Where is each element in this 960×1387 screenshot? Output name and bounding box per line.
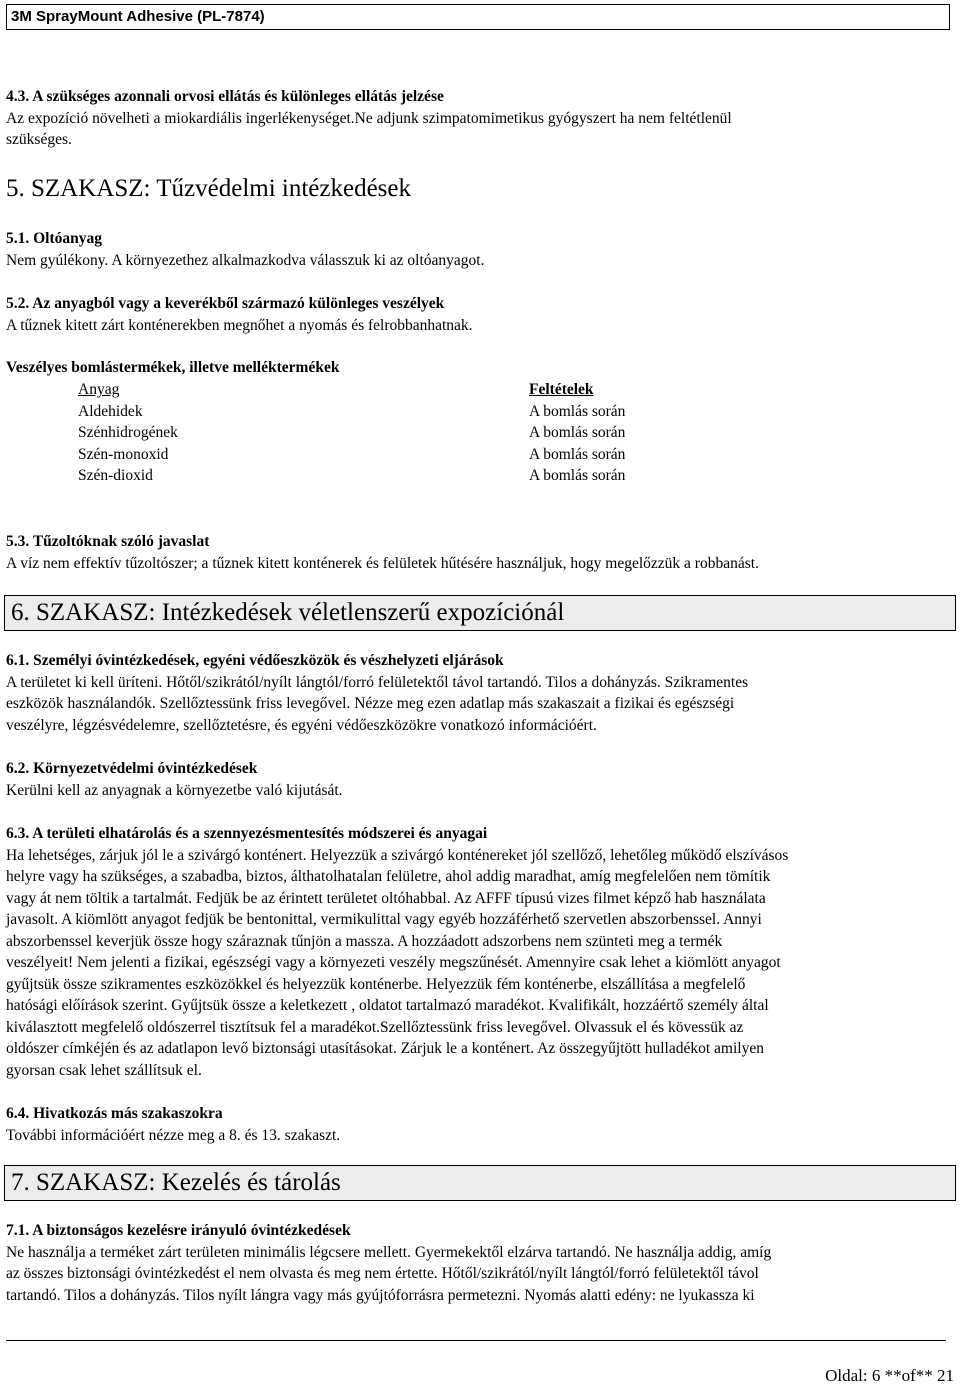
section-6-3-line: gyorsan csak lehet szállítsuk el. xyxy=(6,1061,202,1079)
section-5-3-heading: 5.3. Tűzoltóknak szóló javaslat xyxy=(6,533,210,550)
section-7-1-line: az összes biztonsági óvintézkedést el nem olvasta és meg nem értette. Hőtől/szikrától/nyílt lángtól/forró felületektől távol xyxy=(6,1265,759,1282)
section-6-4-heading: 6.4. Hivatkozás más szakaszokra xyxy=(6,1105,223,1122)
section-6-4 xyxy=(6,1103,954,1146)
section-6-1-line: A területet ki kell üríteni. Hőtől/szikrától/nyílt lángtól/forró felületektől távol tartandó. Tilos a dohányzás. Szikramentes xyxy=(6,673,749,691)
section-4-3-line: szükséges. xyxy=(6,131,72,148)
section-6-3-line: hatósági előírások szerint. Gyűjtsük össze a keletkezett , oldatot tartalmazó maradékot. Kvalifikált, hozzáértő személy által xyxy=(6,997,769,1014)
section-4-3-heading: 4.3. A szükséges azonnali orvosi ellátás és különleges ellátás jelzése xyxy=(6,88,444,105)
section-6-3-line: kiválasztott megfelelő oldószerrel tisztítsuk fel a maradékot.Szellőztessünk friss levegővel. Olvassuk el és kövessük az xyxy=(6,1018,744,1036)
substance-cell: Szén-monoxid xyxy=(78,445,169,463)
substance-cell: Szén-dioxid xyxy=(78,467,153,484)
section-7-1 xyxy=(6,1220,954,1306)
section-6-1-line: veszélyre, légzésvédelemre, szellőztetésre, és egyéni védőeszközökre vonatkozó információért. xyxy=(6,716,597,734)
section-7-1-line: Ne használja a terméket zárt területen minimális légcsere mellett. Gyermekektől elzárva tartandó. Ne használja addig, amíg xyxy=(6,1243,772,1261)
condition-column xyxy=(529,379,625,487)
section-5-1 xyxy=(6,228,954,271)
section-7-1-heading: 7.1. A biztonságos kezelésre irányuló óvintézkedések xyxy=(6,1222,351,1239)
section-6-3-line: vagy át nem töltik a tartalmát. Fedjük be az érintett területet oltóhabbal. Az AFFF típusú vizes filmet képző hab használata xyxy=(6,889,766,907)
section-6-3-heading: 6.3. A területi elhatárolás és a szennyezésmentesítés módszerei és anyagai xyxy=(6,825,488,842)
section-5-3 xyxy=(6,531,954,574)
hazardous-products-heading: Veszélyes bomlástermékek, illetve melléktermékek xyxy=(6,359,340,376)
substance-cell: Aldehidek xyxy=(78,402,143,420)
section-6-title: 6. SZAKASZ: Intézkedések véletlenszerű expozíciónál xyxy=(11,599,565,626)
substance-column-header: Anyag xyxy=(78,381,120,398)
section-7-title-box xyxy=(4,1165,956,1201)
section-6-3-line: abszorbenssel keverjük össze hogy száraznak tűnjön a massza. A hozzáadott adszorbens nem szünteti meg a termék xyxy=(6,932,723,950)
section-5-3-text: A víz nem effektív tűzoltószer; a tűznek kitett konténerek és felületek hűtésére használjuk, hogy megelőzzük a robbanást. xyxy=(6,554,759,572)
section-5-2 xyxy=(6,293,954,336)
section-6-3-line: veszélyeit! Nem jelenti a fizikai, egészségi vagy a környezeti veszély megszűnését. Amennyire csak lehet a kiömlött anyagot xyxy=(6,954,781,971)
section-7-1-line: tartandó. Tilos a dohányzás. Tilos nyílt lángra vagy más gyújtóforrásra permetezni. Nyomás alatti edény: ne lyukassza ki xyxy=(6,1286,755,1304)
document-title: 3M SprayMount Adhesive (PL-7874) xyxy=(11,8,265,25)
section-6-1-line: eszközök használandók. Szellőztessünk friss levegővel. Nézze meg ezen adatlap más szakaszait a fizikai és egészségi xyxy=(6,695,735,712)
condition-cell: A bomlás során xyxy=(529,445,626,463)
section-4-3-line: Az expozíció növelheti a miokardiális ingerlékenységet.Ne adjunk szimpatomimetikus gyógyszert ha nem feltétlenül xyxy=(6,109,732,127)
section-6-3-line: javasolt. A kiömlött anyagot fedjük be bentonittal, vermikulittal vagy egyéb hozzáférhető szervetlen abszorbenssel. Annyi xyxy=(6,911,762,928)
section-5-2-heading: 5.2. Az anyagból vagy a keverékből származó különleges veszélyek xyxy=(6,295,445,312)
section-4-3 xyxy=(6,86,954,151)
section-6-3-line: oldószer címkéjén és az adatlapon levő biztonsági utasításokat. Zárjuk le a konténert. Az összegyűjtött hulladékot amilyen xyxy=(6,1040,764,1057)
section-6-3-line: Ha lehetséges, zárjuk jól le a szivárgó konténert. Helyezzük a szivárgó konténereket jól szellőző, lehetőleg működő elszívásos xyxy=(6,846,789,864)
section-6-title-box xyxy=(4,595,956,631)
section-5-1-heading: 5.1. Oltóanyag xyxy=(6,230,103,247)
section-6-1 xyxy=(6,650,954,736)
substance-cell: Szénhidrogének xyxy=(78,424,178,441)
substance-column xyxy=(78,379,178,487)
section-6-4-text: További információért nézze meg a 8. és 13. szakaszt. xyxy=(6,1126,341,1144)
condition-cell: A bomlás során xyxy=(529,424,626,441)
condition-column-header: Feltételek xyxy=(529,381,594,398)
section-6-3 xyxy=(6,823,954,1081)
section-6-3-line: gyűjtsük össze szikramentes eszközökkel és helyezzük konténerbe. Helyezzük fém konténerbe, elszállítása a megfelelő xyxy=(6,975,746,993)
document-header xyxy=(6,4,950,30)
condition-cell: A bomlás során xyxy=(529,467,626,484)
section-6-3-line: helyre vagy ha szükséges, a szabadba, biztos, álthatolhatalan felületre, ahol addig maradhat, amíg megfelelően nem tömítik xyxy=(6,868,771,885)
section-5-1-text: Nem gyúlékony. A környezethez alkalmazkodva válasszuk ki az oltóanyagot. xyxy=(6,251,485,269)
section-6-2-heading: 6.2. Környezetvédelmi óvintézkedések xyxy=(6,760,258,777)
section-6-2 xyxy=(6,758,954,801)
section-5-2-text: A tűznek kitett zárt konténerekben megnőhet a nyomás és felrobbanhatnak. xyxy=(6,316,473,334)
footer-divider xyxy=(6,1340,946,1341)
section-6-1-heading: 6.1. Személyi óvintézkedések, egyéni védőeszközök és vészhelyzeti eljárások xyxy=(6,652,504,669)
condition-cell: A bomlás során xyxy=(529,402,626,420)
section-6-2-text: Kerülni kell az anyagnak a környezetbe való kijutását. xyxy=(6,781,343,799)
section-7-title: 7. SZAKASZ: Kezelés és tárolás xyxy=(11,1169,341,1196)
section-5-title: 5. SZAKASZ: Tűzvédelmi intézkedések xyxy=(6,175,412,202)
page-number: Oldal: 6 **of** 21 xyxy=(825,1366,954,1385)
